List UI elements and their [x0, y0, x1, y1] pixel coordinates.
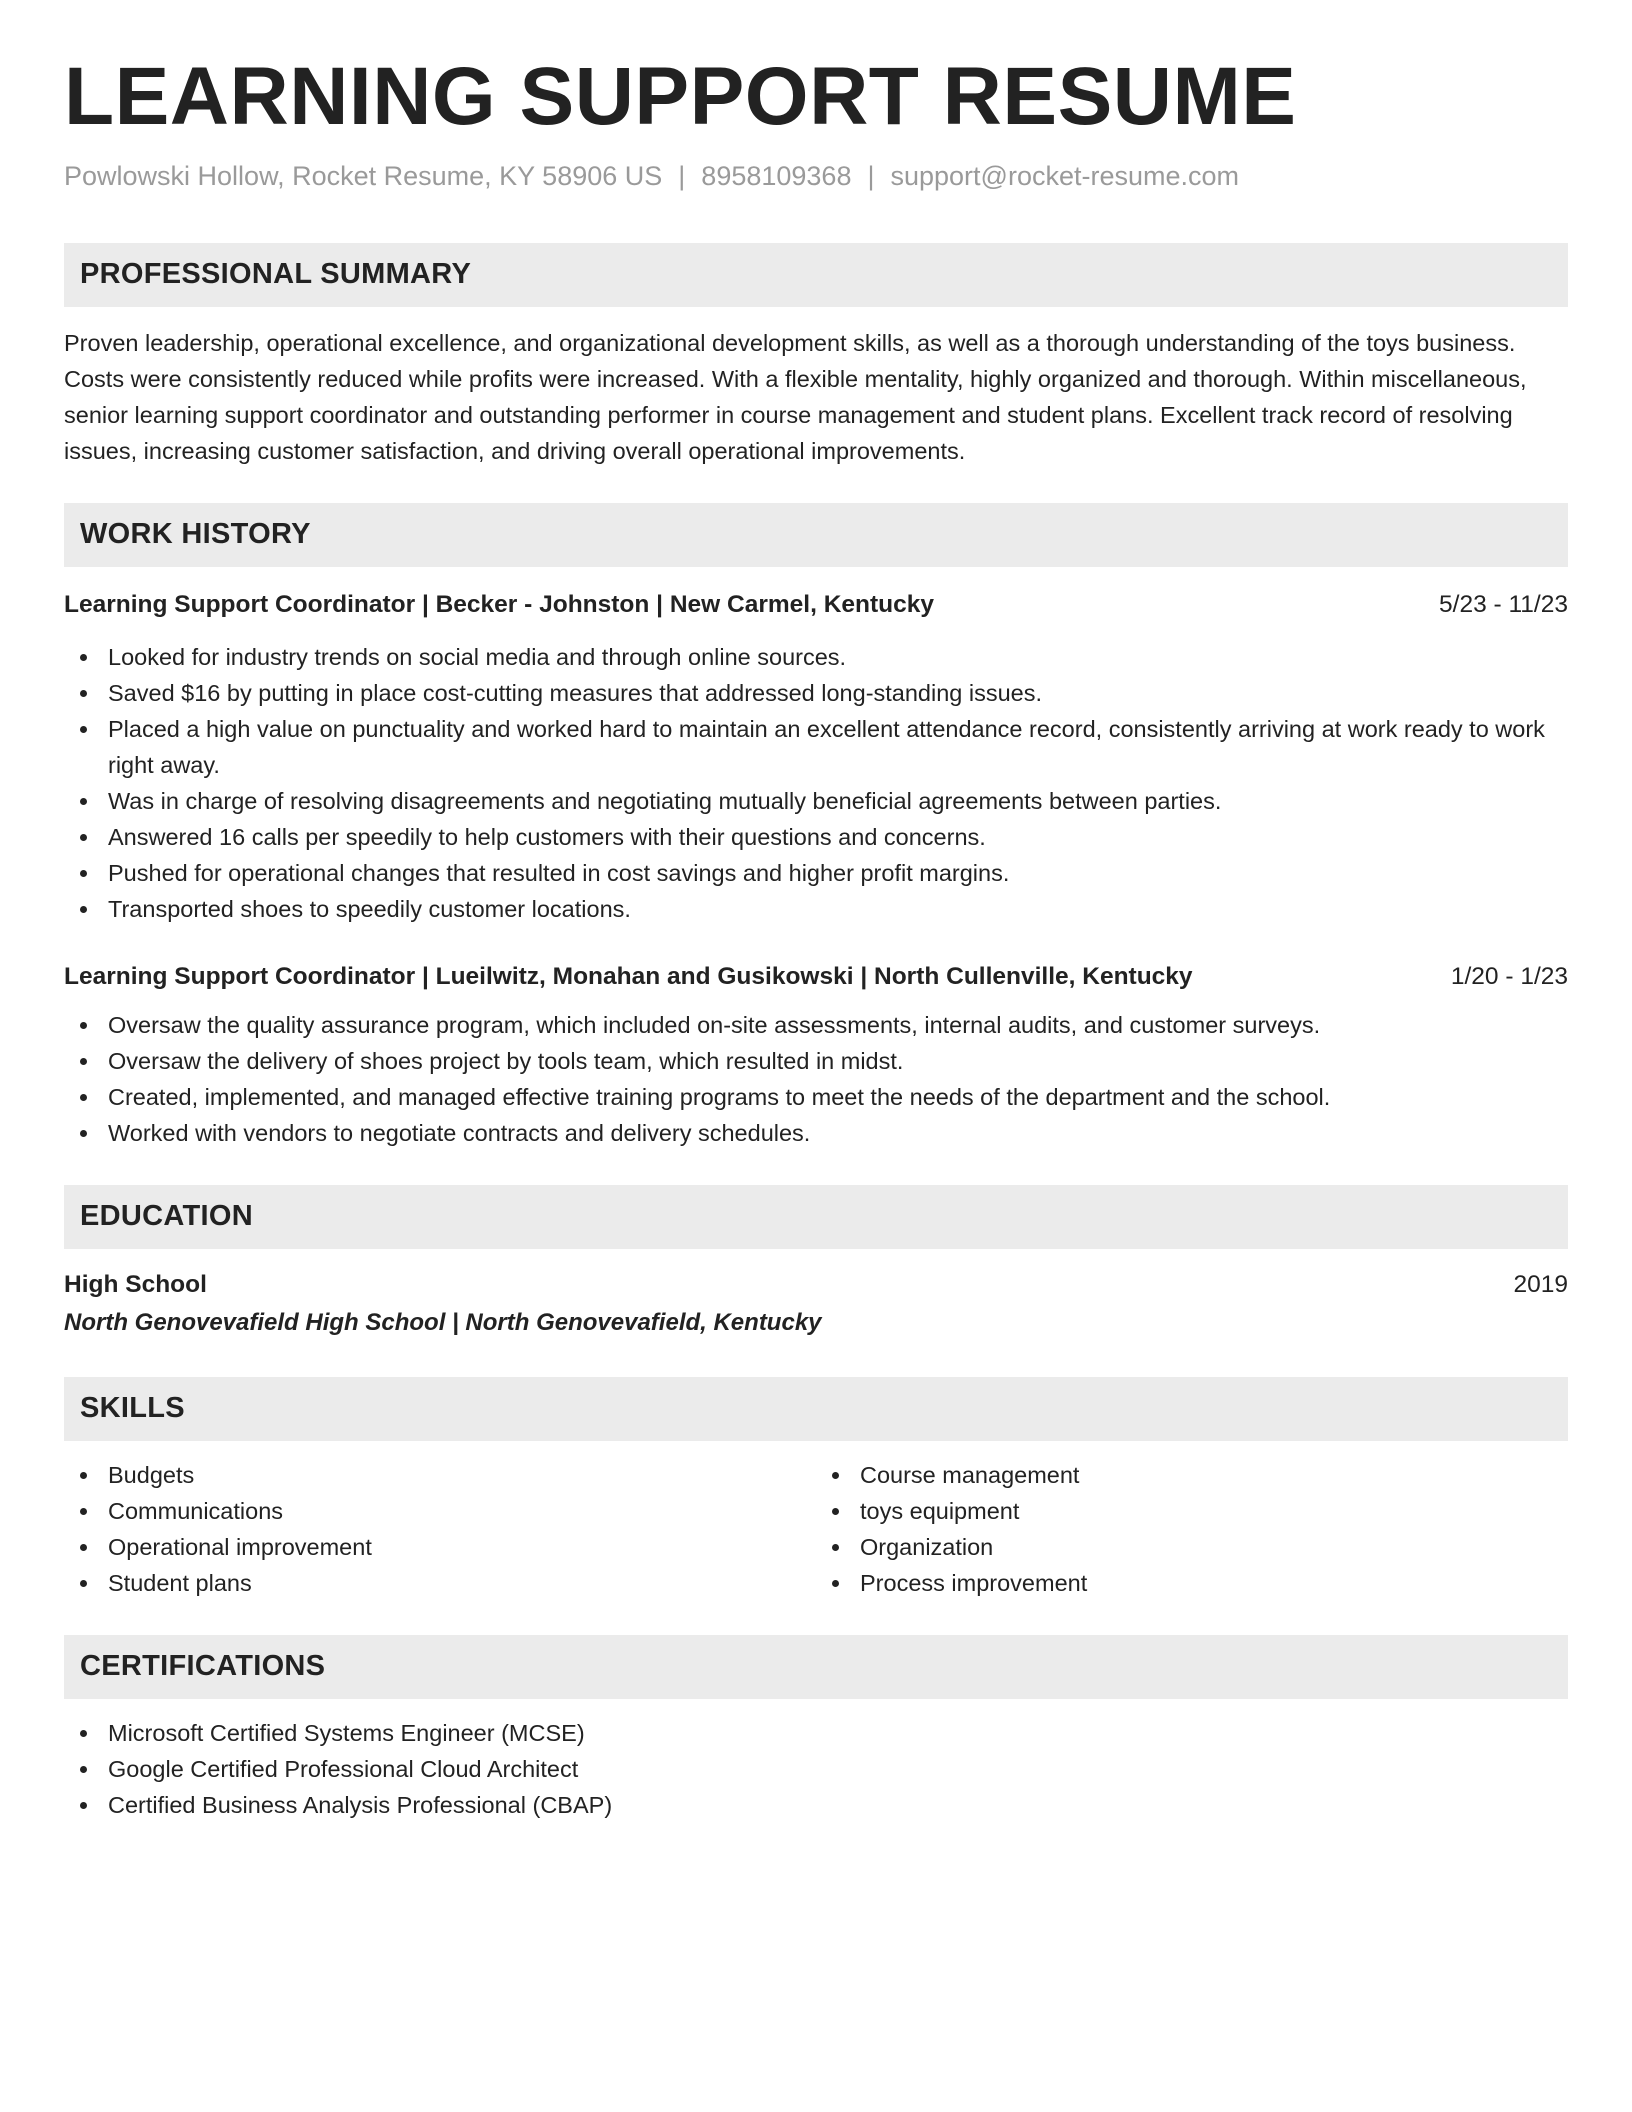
skill-item: Operational improvement: [64, 1529, 816, 1565]
certification-item: Microsoft Certified Systems Engineer (MCSE): [64, 1715, 1568, 1751]
job-header: [64, 587, 1568, 623]
job-bullet: Saved $16 by putting in place cost-cutting measures that addressed long-standing issues.: [64, 675, 1568, 711]
job-title: Learning Support Coordinator | Lueilwitz, Monahan and Gusikowski | North Cullenville, Kentucky: [64, 962, 1193, 990]
education-school: North Genovevafield High School | North Genovevafield, Kentucky: [64, 1308, 822, 1336]
skill-item: Communications: [64, 1493, 816, 1529]
certifications-section-header: [64, 1635, 1568, 1699]
skills-list-left: [64, 1457, 816, 1601]
education-year: 2019: [1513, 1270, 1568, 1298]
certification-item: Certified Business Analysis Professional (CBAP): [64, 1787, 1568, 1823]
skill-item: Process improvement: [816, 1565, 1568, 1601]
skills-grid: [64, 1457, 1568, 1601]
summary-section-header: [64, 243, 1568, 307]
certification-item: Google Certified Professional Cloud Architect: [64, 1751, 1568, 1787]
job-bullet: Pushed for operational changes that resulted in cost savings and higher profit margins.: [64, 855, 1568, 891]
skills-heading: SKILLS: [80, 1392, 185, 1425]
job-bullet: Oversaw the delivery of shoes project by tools team, which resulted in midst.: [64, 1043, 1568, 1079]
contact-email: support@rocket-resume.com: [890, 161, 1240, 192]
job-header: [64, 959, 1568, 995]
contact-line: [64, 160, 1568, 192]
skill-item: Organization: [816, 1529, 1568, 1565]
summary-heading: PROFESSIONAL SUMMARY: [80, 258, 472, 291]
job-bullet: Oversaw the quality assurance program, which included on-site assessments, internal audits, and customer surveys.: [64, 1007, 1568, 1043]
education-degree: High School: [64, 1270, 207, 1298]
resume-title: LEARNING SUPPORT RESUME: [64, 51, 1297, 142]
job-bullet: Answered 16 calls per speedily to help customers with their questions and concerns.: [64, 819, 1568, 855]
job-bullet: Placed a high value on punctuality and worked hard to maintain an excellent attendance record, consistently arriving at work ready to work right away.: [64, 711, 1568, 783]
job-bullet: Was in charge of resolving disagreements and negotiating mutually beneficial agreements between parties.: [64, 783, 1568, 819]
job-bullet: Looked for industry trends on social media and through online sources.: [64, 639, 1568, 675]
certifications-list: [64, 1715, 1568, 1823]
skills-section-header: [64, 1377, 1568, 1441]
job-bullet: Worked with vendors to negotiate contracts and delivery schedules.: [64, 1115, 1568, 1151]
education-header: [64, 1267, 1568, 1303]
contact-address: Powlowski Hollow, Rocket Resume, KY 58906 US: [64, 161, 663, 192]
job-dates: 5/23 - 11/23: [1439, 590, 1568, 618]
education-heading: EDUCATION: [80, 1200, 253, 1233]
job-title: Learning Support Coordinator | Becker - Johnston | New Carmel, Kentucky: [64, 590, 934, 618]
job-bullet-list: [64, 1007, 1568, 1151]
work-section-header: [64, 503, 1568, 567]
contact-phone: 8958109368: [701, 161, 852, 192]
skill-item: Course management: [816, 1457, 1568, 1493]
skill-item: Student plans: [64, 1565, 816, 1601]
contact-separator: |: [678, 161, 686, 192]
summary-text: Proven leadership, operational excellence, and organizational development skills, as well as a thorough understanding of the toys business. Costs were consistently reduced while profits were increased. With a flexible mentality, highly organized and thorough. Within miscellaneous, senior learning support coordinator and outstanding performer in course management and student plans. Excellent track record of resolving issues, increasing customer satisfaction, and driving overall operational improvements.: [64, 329, 1527, 464]
work-heading: WORK HISTORY: [80, 518, 311, 551]
job-bullet: Transported shoes to speedily customer locations.: [64, 891, 1568, 927]
job-dates: 1/20 - 1/23: [1450, 962, 1568, 990]
skills-list-right: [816, 1457, 1568, 1601]
skill-item: toys equipment: [816, 1493, 1568, 1529]
skill-item: Budgets: [64, 1457, 816, 1493]
job-bullet: Created, implemented, and managed effective training programs to meet the needs of the department and the school.: [64, 1079, 1568, 1115]
job-bullet-list: [64, 639, 1568, 927]
education-section-header: [64, 1185, 1568, 1249]
contact-separator: |: [867, 161, 875, 192]
certifications-heading: CERTIFICATIONS: [80, 1650, 326, 1683]
